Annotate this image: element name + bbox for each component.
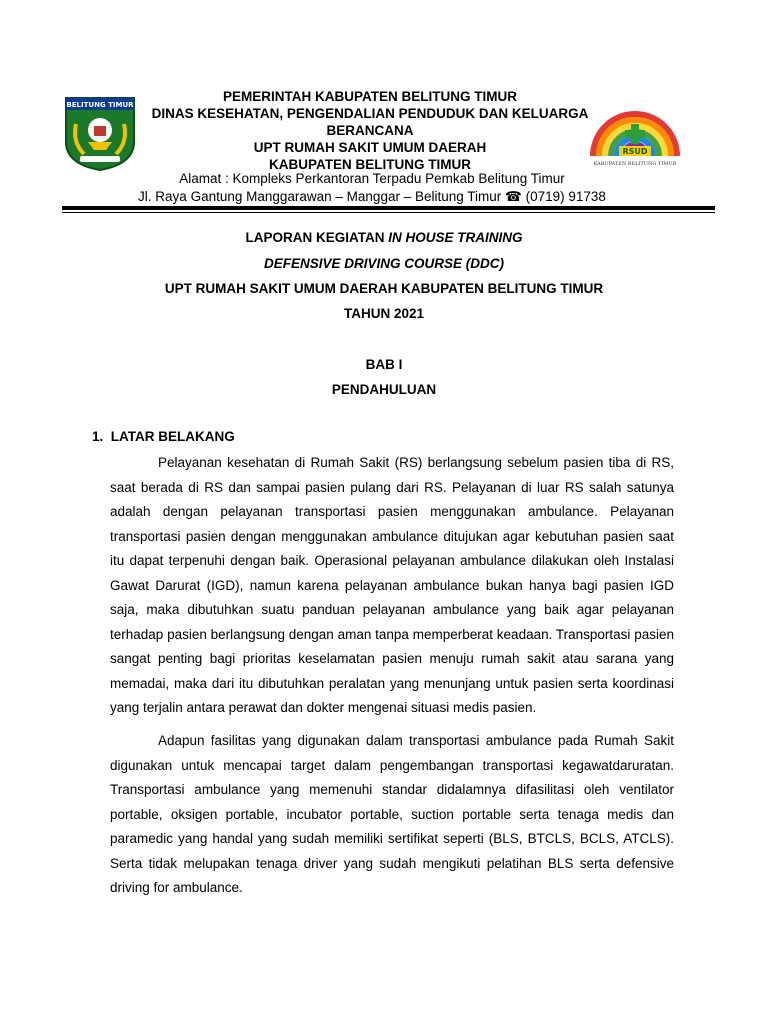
right-logo-text: KABUPATEN BELITUNG TIMUR	[593, 161, 677, 167]
report-title-italic: IN HOUSE TRAINING	[388, 230, 523, 245]
address-street: Jl. Raya Gantung Manggarawan – Manggar – Belitung Timur	[138, 189, 502, 204]
letterhead-rule-thick	[62, 206, 715, 210]
report-title-line-1	[0, 229, 768, 247]
chapter-number: BAB I	[365, 357, 403, 372]
section-number: 1.	[92, 429, 104, 444]
report-title-line-2: DEFENSIVE DRIVING COURSE (DDC)	[263, 256, 505, 271]
left-logo-text: BELITUNG TIMUR	[66, 101, 134, 109]
letterhead-line-5: KABUPATEN BELITUNG TIMUR	[269, 157, 471, 172]
report-title-line-4: TAHUN 2021	[343, 306, 425, 321]
body-paragraph-2: Adapun fasilitas yang digunakan dalam transportasi ambulance pada Rumah Sakit digunakan untuk mencapai target dalam pengembangan transportasi kegawatdaruratan. Transportasi ambulance yang memenuhi standar didalamnya difasilitasi oleh ventilator portable, oksigen portable, incubator portable, suction portable serta tenaga medis dan paramedic yang handal yang sudah memiliki sertifikat seperti (BLS, BTCLS, BCLS, ATCLS). Serta tidak melupakan tenaga driver yang sudah mengikuti pelatihan BLS serta defensive driving for ambulance.	[110, 733, 674, 895]
letterhead-rule-thin	[62, 212, 715, 213]
letterhead-line-3: BERANCANA	[326, 123, 414, 138]
report-title-line-3: UPT RUMAH SAKIT UMUM DAERAH KABUPATEN BELITUNG TIMUR	[164, 281, 604, 296]
letterhead-line-2: DINAS KESEHATAN, PENGENDALIAN PENDUDUK DAN KELUARGA	[151, 106, 589, 121]
chapter-title: PENDAHULUAN	[331, 382, 437, 397]
section-heading	[92, 429, 235, 444]
letterhead-line-1: PEMERINTAH KABUPATEN BELITUNG TIMUR	[223, 89, 517, 104]
report-title-prefix: LAPORAN KEGIATAN	[245, 230, 389, 245]
letterhead-address-1: Alamat : Kompleks Perkantoran Terpadu Pemkab Belitung Timur	[179, 171, 565, 186]
right-logo-badge: RSUD	[622, 147, 648, 156]
body-paragraph-1: Pelayanan kesehatan di Rumah Sakit (RS) berlangsung sebelum pasien tiba di RS, saat berada di RS dan sampai pasien pulang dari RS. Pelayanan di luar RS salah satunya adalah dengan pelayanan transportasi pasien menggunakan ambulance. Pelayanan transportasi pasien dengan menggunakan ambulance ditujukan agar kebutuhan pasien saat itu dapat terpenuhi dengan baik. Operasional pelayanan ambulance dilakukan oleh Instalasi Gawat Darurat (IGD), namun karena pelayanan ambulance bukan hanya bagi pasien IGD saja, maka dibutuhkan suatu panduan pelayanan ambulance yang baik agar pelayanan terhadap pasien berlangsung dengan aman tanpa memperberat keadaan. Transportasi pasien sangat penting bagi prioritas keselamatan pasien menuju rumah sakit atau sarana yang memadai, maka dari itu dibutuhkan peralatan yang menunjang untuk pasien serta koordinasi yang terjalin antara perawat dan dokter mengenai situasi medis pasien.	[110, 455, 674, 715]
phone-icon: ☎	[505, 189, 522, 204]
section-title: LATAR BELAKANG	[110, 429, 235, 444]
letterhead-line-4: UPT RUMAH SAKIT UMUM DAERAH	[253, 140, 487, 155]
address-phone: (0719) 91738	[525, 189, 606, 204]
letterhead-address-2	[0, 188, 756, 205]
